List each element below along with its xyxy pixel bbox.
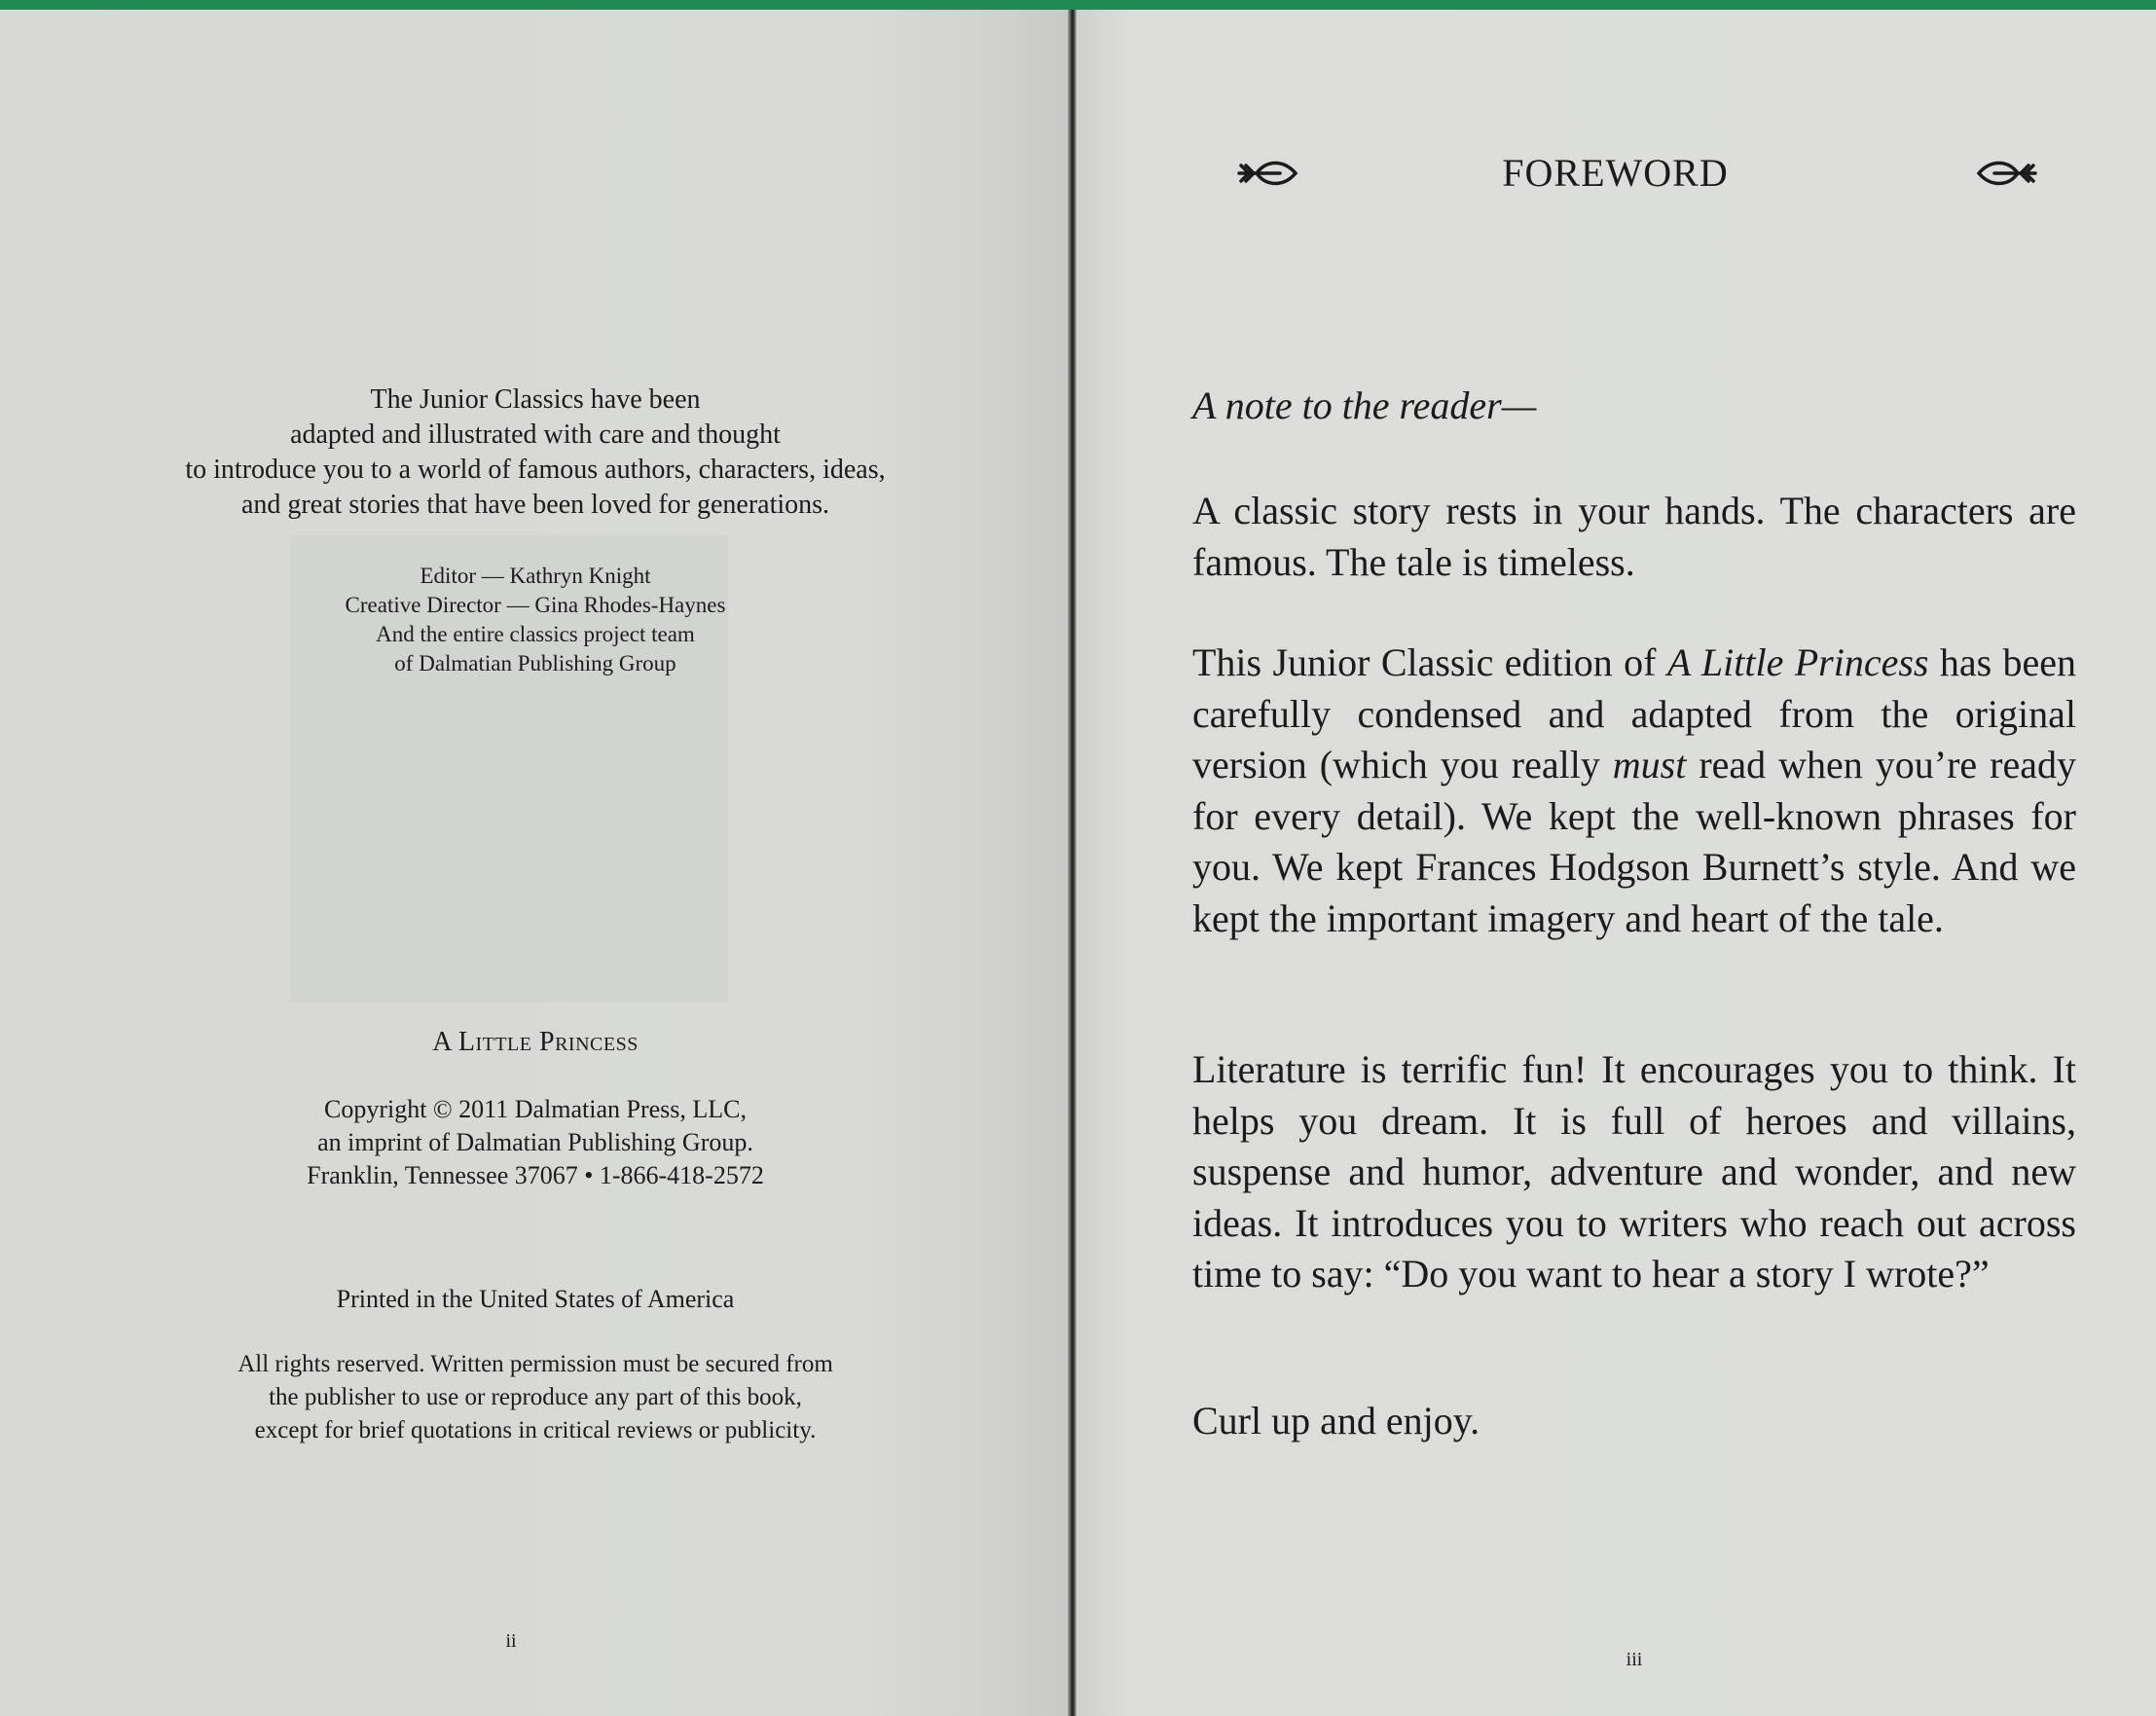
paragraph-text: read when you’re ready for every detail). We kept the well-known phrases for you. We kept Frances Hodgson Burnett’s style. And we kept the important imagery and heart of the tale. — [1192, 743, 2076, 940]
note-to-reader: A note to the reader— — [1192, 383, 1537, 427]
book-title-italic: A Little Princess — [1666, 640, 1929, 684]
credit-line: Editor — Kathryn Knight — [420, 564, 651, 588]
intro-line: and great stories that have been loved for generations. — [240, 490, 830, 520]
foreword-paragraph: Curl up and enjoy. — [1192, 1399, 1480, 1442]
copyright-page — [0, 10, 1071, 1716]
rights-line: except for brief quotations in critical reviews or publicity. — [254, 1417, 817, 1443]
copyright-line: Franklin, Tennessee 37067 • 1-866-418-2572 — [307, 1161, 764, 1189]
credit-line: of Dalmatian Publishing Group — [394, 651, 676, 675]
page-number-left: ii — [505, 1630, 517, 1652]
intro-line: The Junior Classics have been — [370, 384, 701, 415]
paragraph-text: This Junior Classic edition of — [1192, 640, 1667, 684]
credit-line: And the entire classics project team — [376, 622, 695, 646]
credit-line: Creative Director — Gina Rhodes-Haynes — [345, 593, 726, 617]
foreword-header — [1075, 146, 2156, 204]
foreword-heading: FOREWORD — [1502, 151, 1729, 195]
page-number-right: iii — [1626, 1649, 1643, 1670]
copyright-block — [0, 1093, 1071, 1192]
heart-arrow-ornament-icon — [1975, 156, 2037, 191]
paragraph-text: has been carefully condensed and adapted from the original version (which you really — [1192, 640, 2077, 786]
junior-classics-intro — [0, 383, 1071, 523]
emphasis-italic: must — [1612, 743, 1687, 786]
foreword-paragraph: Literature is terrific fun! It encourages you to think. It helps you dream. It is full of heroes and villains, suspense and humor, adventure and wonder, and new ideas. It introduces you to writers who reach out across time to say: “Do you want to hear a story I wrote?” — [1192, 1047, 2076, 1296]
intro-line: adapted and illustrated with care and thought — [290, 420, 781, 450]
book-gutter — [1068, 10, 1077, 1716]
book-title-text: A Little Princess — [432, 1027, 639, 1057]
foreword-paragraph — [1192, 638, 2076, 944]
printed-in-line: Printed in the United States of America — [336, 1285, 735, 1313]
foreword-paragraph: A classic story rests in your hands. The characters are famous. The tale is timeless. — [1192, 489, 2076, 584]
credits-block — [0, 562, 1071, 678]
rights-line: All rights reserved. Written permission must be secured from — [238, 1351, 833, 1377]
rights-block — [0, 1348, 1071, 1447]
book-title — [0, 1027, 1071, 1058]
copyright-line: an imprint of Dalmatian Publishing Group. — [317, 1128, 753, 1156]
intro-line: to introduce you to a world of famous authors, characters, ideas, — [185, 455, 886, 485]
rights-line: the publisher to use or reproduce any part of this book, — [269, 1384, 802, 1410]
copyright-line: Copyright © 2011 Dalmatian Press, LLC, — [323, 1095, 748, 1123]
